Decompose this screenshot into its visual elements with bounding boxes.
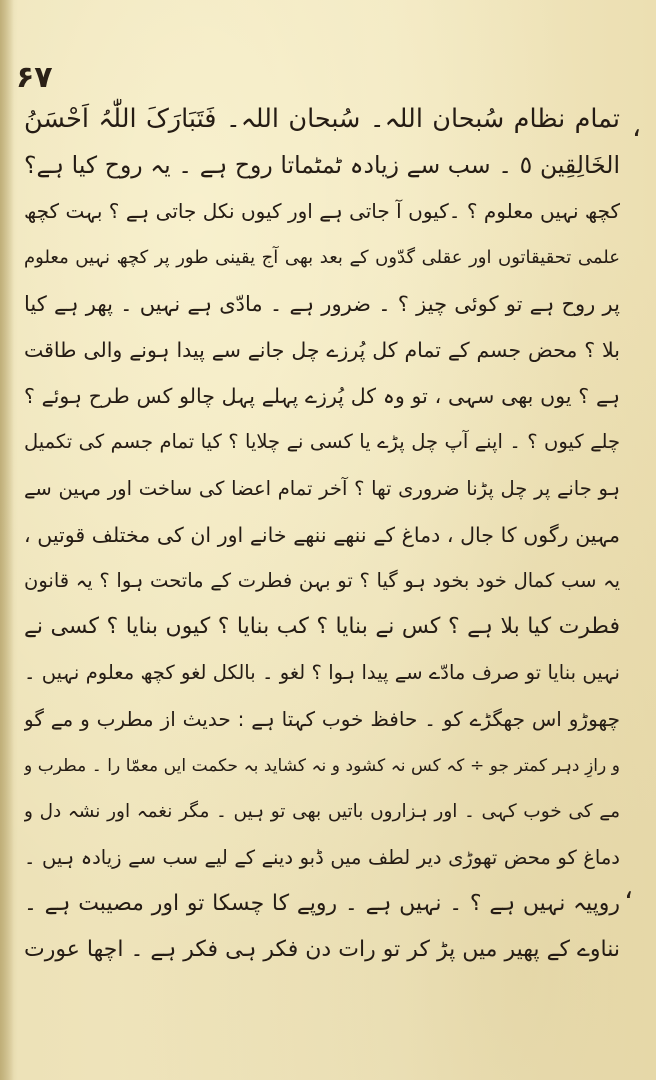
text-line-2: الخَالِقِین ٥ ۔ سب سے زیادہ ٹمٹماتا روح ہے ۔ یہ روح کیا ہے؟ bbox=[24, 151, 620, 180]
text-line-3: کچھ نہیں معلوم ؟ ۔کیوں آ جاتی ہے اور کیوں نکل جاتی ہے ؟ بہت کچھ bbox=[24, 199, 620, 224]
text-line-18: روپیہ نہیں ہے ؟ ۔ نہیں ہے ۔ روپے کا چسکا تو اور مصیبت ہے ۔ bbox=[24, 891, 620, 917]
text-line-5: پر روح ہے تو کوئی چیز ؟ ۔ ضرور ہے ۔ مادّی ہے نہیں ۔ پھر ہے کیا bbox=[24, 291, 620, 316]
margin-mark-middle: ، bbox=[624, 872, 634, 905]
text-line-6: بلا ؟ محض جسم کے تمام کل پُرزے چل جانے سے پیدا ہونے والی طاقت bbox=[24, 337, 620, 362]
text-line-7: ہے ؟ یوں بھی سہی ، تو وہ کل پُرزے پہلے پہل چالو کس طرح ہوئے ؟ bbox=[24, 384, 620, 409]
text-line-8: چلے کیوں ؟ ۔ اپنے آپ چل پڑے یا کسی نے چلایا ؟ کیا تمام جسم کی تکمیل bbox=[24, 430, 620, 454]
text-line-17: دماغ کو محض تھوڑی دیر لطف میں ڈبو دینے کے لیے سب سے زیادہ ہیں ۔ bbox=[24, 846, 620, 869]
text-line-1: تمام نظام سُبحان اللہ۔ سُبحان اللہ۔ فَتَبَارَکَ اللّٰہُ اَحْسَنُ bbox=[24, 104, 620, 134]
text-line-4: علمی تحقیقاتوں اور عقلی گدّوں کے بعد بھی آج یقینی طور پر کچھ نہیں معلوم bbox=[24, 246, 620, 268]
margin-mark-top: ، bbox=[632, 110, 642, 143]
text-line-19: نناوے کے پھیر میں پڑ کر تو رات دن فکر ہی فکر ہے ۔ اچھا عورت bbox=[24, 937, 620, 963]
page-number: ۶۷ bbox=[16, 60, 53, 95]
text-line-10: مہین رگوں کا جال ، دماغ کے ننھے ننھے خانے اور ان کی مختلف قوتیں ، bbox=[24, 522, 620, 547]
page-binding-edge bbox=[0, 0, 14, 1080]
text-body bbox=[24, 96, 620, 974]
text-line-13: نہیں بنایا تو صرف مادّے سے پیدا ہوا ؟ لغو ۔ بالکل لغو کچھ معلوم نہیں ۔ bbox=[24, 661, 620, 685]
text-line-12: فطرت کیا بلا ہے ؟ کس نے بنایا ؟ کب بنایا ؟ کیوں بنایا ؟ کسی نے bbox=[24, 614, 620, 640]
text-line-11: یہ سب کمال خود بخود ہو گیا ؟ تو بہن فطرت کے ماتحت ہوا ؟ یہ قانون bbox=[24, 568, 620, 592]
text-line-9: ہو جانے پر چل پڑنا ضروری تھا ؟ آخر تمام اعضا کی ساخت اور مہین سے bbox=[24, 476, 620, 500]
text-line-15: و رازِ دہر کمتر جو ÷ کہ کس نہ کشود و نہ کشاید بہ حکمت ایں معمّا را ۔ مطرب و bbox=[24, 755, 620, 776]
text-line-16: مے کی خوب کہی ۔ اور ہزاروں باتیں بھی تو ہیں ۔ مگر نغمہ اور نشہ دل و bbox=[24, 800, 620, 822]
text-line-14: چھوڑو اس جھگڑے کو ۔ حافظ خوب کہتا ہے : حدیث از مطرب و مے گو bbox=[24, 707, 620, 732]
